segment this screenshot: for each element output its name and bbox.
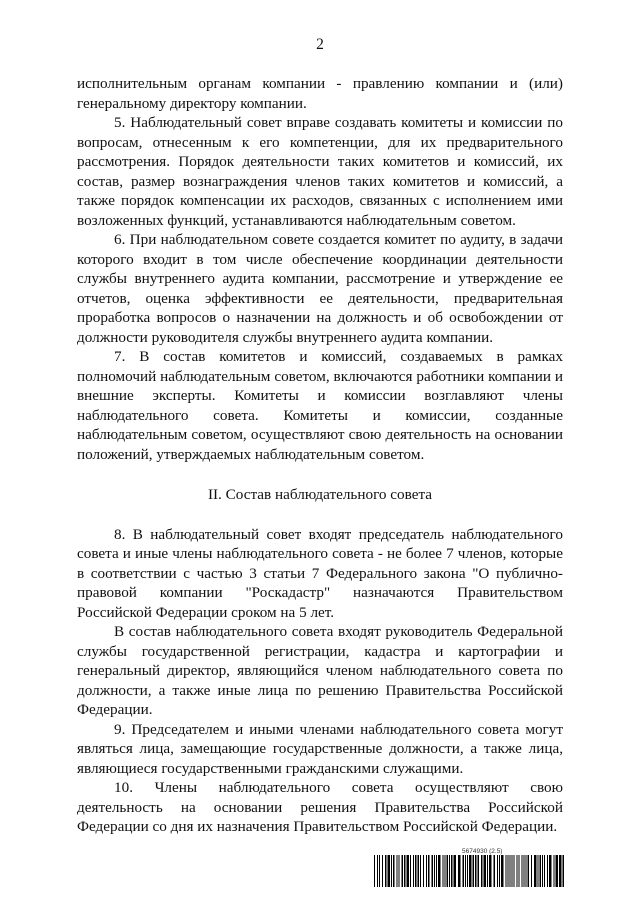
paragraph: исполнительным органам компании - правлению компании и (или) генеральному директору компании.: [77, 75, 563, 112]
paragraph: 9. Председателем и иными членами наблюдательного совета могут являться лица, замещающие государственные должности, а также лица, являющиеся государственными гражданскими служащими.: [77, 720, 563, 777]
paragraph: 10. Члены наблюдательного совета осуществляют свою деятельность на основании решения Правительства Российской Федерации со дня их назначения Правительством Российской Федерации.: [77, 779, 563, 835]
page-number: 2: [316, 36, 324, 53]
paragraph: 6. При наблюдательном совете создается комитет по аудиту, в задачи которого входит в том числе обеспечение координации деятельности службы внутреннего аудита компании, рассмотрение и утверждение ее отчетов, оценка эффективности ее деятельности, предварительная проработка вопросов о назначении на должность и об освобождении от должности руководителя службы внутреннего аудита компании.: [77, 231, 563, 346]
paragraph: В состав наблюдательного совета входят руководитель Федеральной службы государственной регистрации, кадастра и картографии и генеральный директор, являющийся членом наблюдательного совета по должности, а также иные лица по решению Правительства Российской Федерации.: [77, 623, 563, 718]
document-id: 5674930 (2.5): [462, 848, 503, 855]
barcode-icon: [374, 855, 564, 887]
paragraph: 5. Наблюдательный совет вправе создавать комитеты и комиссии по вопросам, отнесенным к его компетенции, для их предварительного рассмотрения. Порядок деятельности таких комитетов и комиссий, их состав, размер вознаграждения членов таких комитетов и комиссий, а также порядок компенсации их расходов, связанных с исполнением ими возложенных функций, устанавливаются наблюдательным советом.: [77, 114, 563, 229]
document-body: [77, 74, 563, 837]
section-heading: II. Состав наблюдательного совета: [207, 486, 433, 503]
paragraph: 8. В наблюдательный совет входят председатель наблюдательного совета и иные члены наблюдательного совета - не более 7 членов, которые в соответствии с частью 3 статьи 7 Федерального закона "О публично-правовой компании "Роскадастр" назначаются Правительством Российской Федерации сроком на 5 лет.: [77, 525, 563, 621]
paragraph: 7. В состав комитетов и комиссий, создаваемых в рамках полномочий наблюдательным советом, включаются работники компании и внешние эксперты. Комитеты и комиссии возглавляют члены наблюдательного совета. Комитеты и комиссии, созданные наблюдательным советом, осуществляют свою деятельность на основании положений, утверждаемых наблюдательным советом.: [77, 348, 563, 463]
